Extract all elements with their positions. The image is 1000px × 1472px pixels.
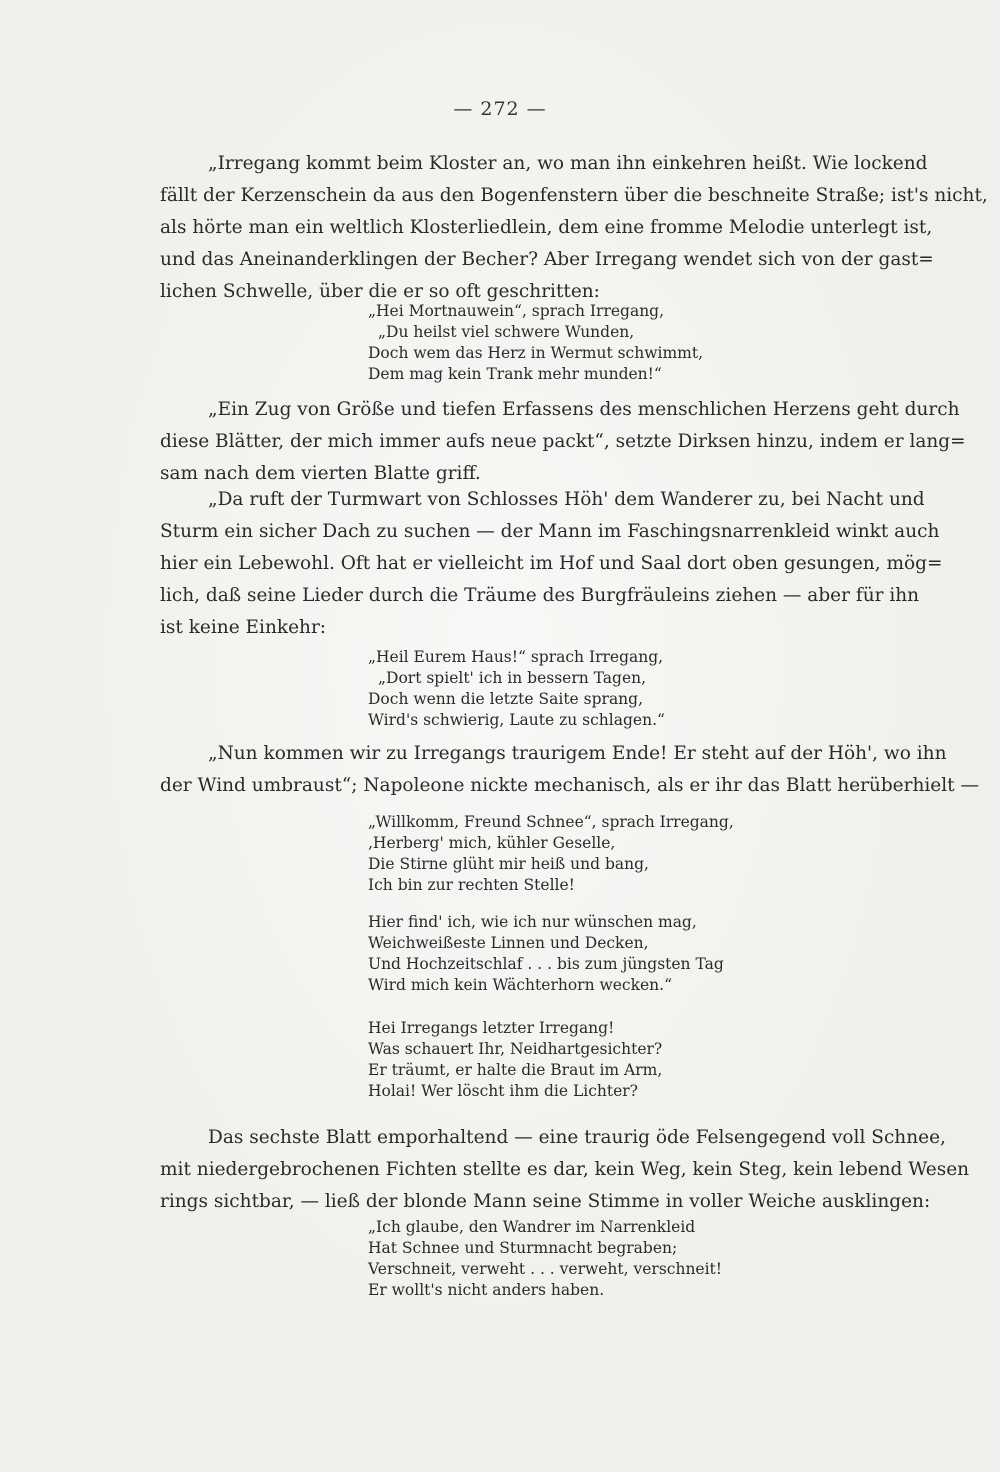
verse-line: Was schauert Ihr, Neidhartgesichter? (368, 1040, 663, 1058)
verse-2 (368, 647, 665, 731)
text-line: „Irregang kommt beim Kloster an, wo man ihn einkehren heißt. Wie lockend (208, 153, 928, 174)
text-line: Das sechste Blatt emporhaltend — eine traurig öde Felsengegend voll Schnee, (208, 1127, 946, 1148)
verse-line: Hat Schnee und Sturmnacht begraben; (368, 1239, 678, 1257)
verse-line: Doch wenn die letzte Saite sprang, (368, 690, 644, 708)
text-line: als hörte man ein weltlich Klosterliedlein, dem eine fromme Melodie unterlegt ist, (160, 217, 933, 238)
text-line: fällt der Kerzenschein da aus den Bogenfenstern über die beschneite Straße; ist's nicht, (160, 185, 988, 206)
page-number: — 272 — (453, 98, 547, 120)
text-line: mit niedergebrochenen Fichten stellte es dar, kein Weg, kein Steg, kein lebend Wesen (160, 1159, 970, 1180)
verse-line: „Du heilst viel schwere Wunden, (378, 323, 635, 341)
text-line: „Da ruft der Turmwart von Schlosses Höh' dem Wanderer zu, bei Nacht und (208, 489, 925, 510)
text-line: diese Blätter, der mich immer aufs neue packt“, setzte Dirksen hinzu, indem er lang= (160, 431, 966, 452)
text-line: Sturm ein sicher Dach zu suchen — der Mann im Faschingsnarrenkleid winkt auch (160, 521, 940, 542)
verse-line: Ich bin zur rechten Stelle! (368, 876, 575, 894)
verse-line: „Heil Eurem Haus!“ sprach Irregang, (368, 648, 664, 666)
paragraph-5 (160, 1122, 970, 1218)
verse-line: „Hei Mortnauwein“, sprach Irregang, (368, 302, 665, 320)
paragraph-1 (160, 148, 988, 308)
verse-line: Doch wem das Herz in Wermut schwimmt, (368, 344, 703, 362)
verse-line: „Dort spielt' ich in bessern Tagen, (378, 669, 647, 687)
verse-6 (368, 1217, 722, 1301)
text-line: und das Aneinanderklingen der Becher? Aber Irregang wendet sich von der gast= (160, 249, 934, 270)
verse-line: Hier find' ich, wie ich nur wünschen mag, (368, 913, 697, 931)
verse-line: Weichweißeste Linnen und Decken, (368, 934, 649, 952)
verse-line: Holai! Wer löscht ihm die Lichter? (368, 1082, 638, 1100)
verse-line: Er wollt's nicht anders haben. (368, 1281, 605, 1299)
text-line: ist keine Einkehr: (160, 617, 327, 638)
text-line: „Ein Zug von Größe und tiefen Erfassens des menschlichen Herzens geht durch (208, 399, 960, 420)
verse-line: Wird's schwierig, Laute zu schlagen.“ (368, 711, 665, 729)
verse-5 (368, 1018, 662, 1102)
verse-line: Hei Irregangs letzter Irregang! (368, 1019, 615, 1037)
text-line: rings sichtbar, — ließ der blonde Mann seine Stimme in voller Weiche ausklingen: (160, 1191, 931, 1212)
text-line: der Wind umbraust“; Napoleone nickte mechanisch, als er ihr das Blatt herüberhielt — (160, 775, 979, 796)
verse-line: Die Stirne glüht mir heiß und bang, (368, 855, 649, 873)
verse-1 (368, 301, 703, 385)
text-line: hier ein Lebewohl. Oft hat er vielleicht im Hof und Saal dort oben gesungen, mög= (160, 553, 943, 574)
verse-line: „Willkomm, Freund Schnee“, sprach Irregang, (368, 813, 734, 831)
verse-line: Wird mich kein Wächterhorn wecken.“ (368, 976, 673, 994)
verse-line: Verschneit, verweht . . . verweht, verschneit! (368, 1260, 723, 1278)
paragraph-4 (160, 738, 979, 802)
text-line: sam nach dem vierten Blatte griff. (160, 463, 481, 484)
text-line: „Nun kommen wir zu Irregangs traurigem Ende! Er steht auf der Höh', wo ihn (208, 743, 947, 764)
verse-4 (368, 912, 724, 996)
verse-line: Dem mag kein Trank mehr munden!“ (368, 365, 662, 383)
text-line: lich, daß seine Lieder durch die Träume des Burgfräuleins ziehen — aber für ihn (160, 585, 920, 606)
verse-line: Er träumt, er halte die Braut im Arm, (368, 1061, 663, 1079)
verse-line: Und Hochzeitschlaf . . . bis zum jüngsten Tag (368, 955, 724, 973)
verse-3 (368, 812, 734, 896)
paragraph-3 (160, 484, 943, 644)
verse-line: „Ich glaube, den Wandrer im Narrenkleid (368, 1218, 696, 1236)
verse-line: ‚Herberg' mich, kühler Geselle, (368, 834, 616, 852)
paragraph-2 (160, 394, 966, 490)
text-line: lichen Schwelle, über die er so oft geschritten: (160, 281, 600, 302)
